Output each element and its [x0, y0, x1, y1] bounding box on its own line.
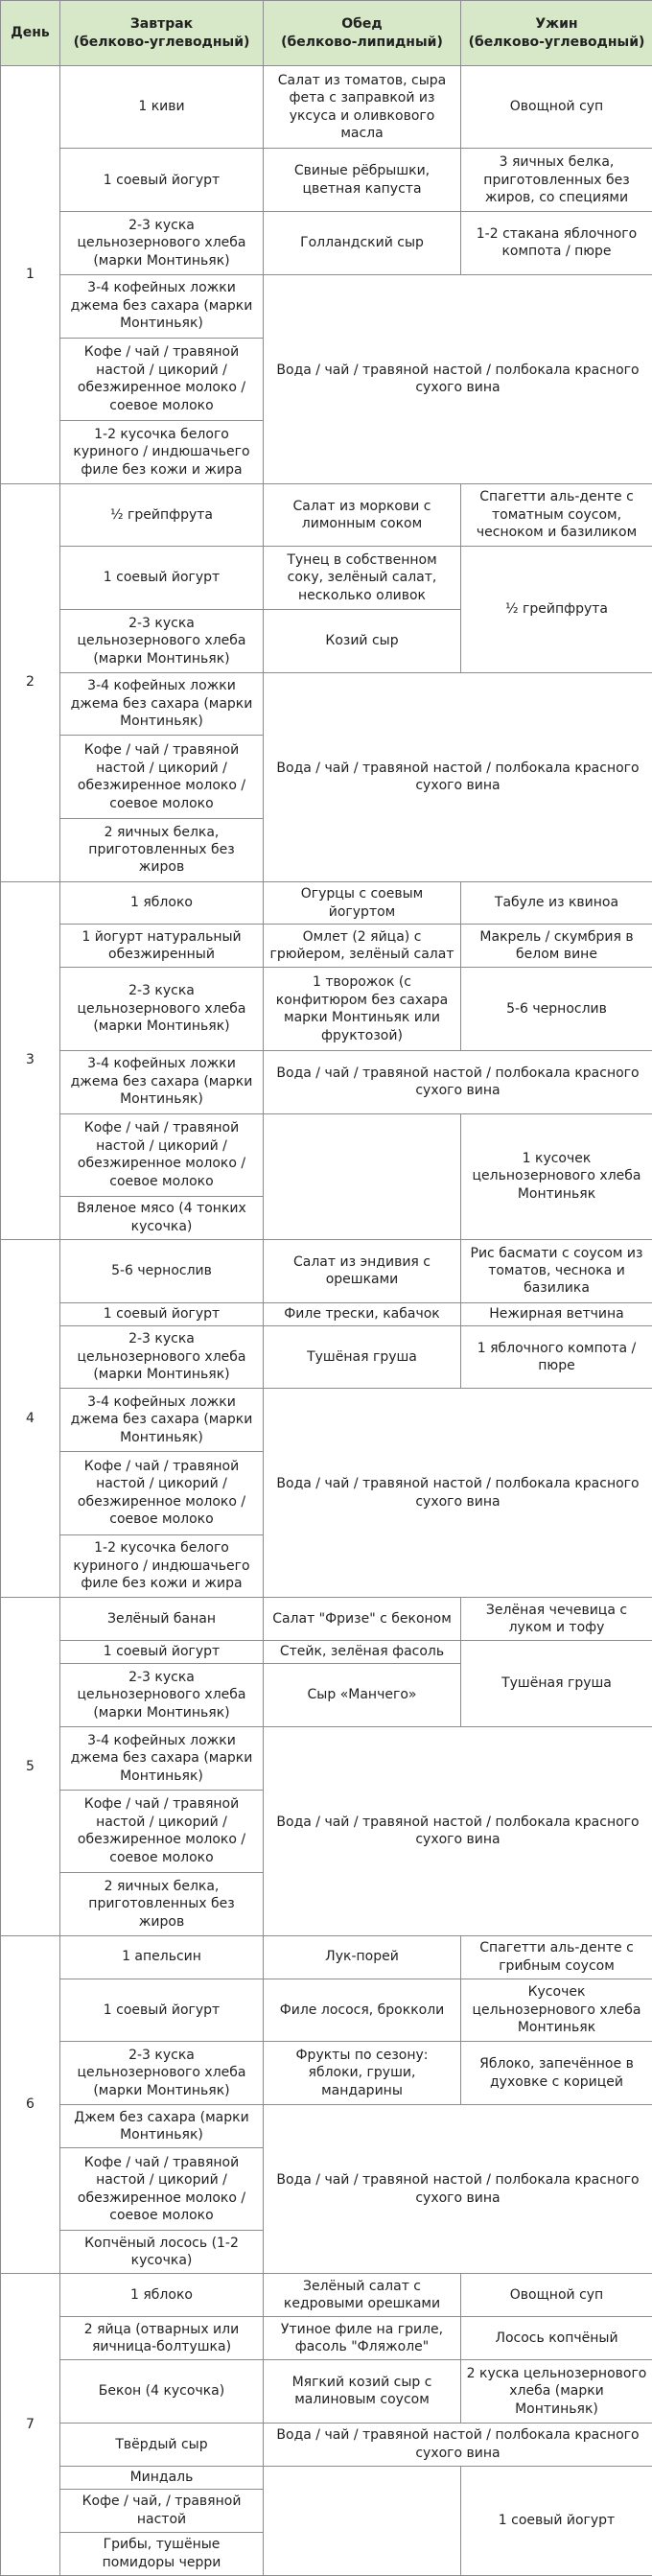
meal-cell: [461, 925, 652, 968]
cell-text: Салат "Фризе" с беконом: [272, 1610, 452, 1627]
meal-cell: [60, 1452, 264, 1534]
cell-text: Вода / чай / травяной настой / полбокала красного сухого вина: [276, 2427, 640, 2461]
meal-cell: [60, 1790, 264, 1872]
cell-text: Бекон (4 кусочка): [98, 2383, 225, 2400]
cell-text: 2-3 куска цельнозернового хлеба (марки Монтиньяк): [77, 983, 246, 1035]
cell-text: Овощной суп: [509, 2287, 604, 2304]
meal-cell: [461, 66, 652, 149]
cell-text: 1 яблоко: [130, 2287, 193, 2304]
meal-cell: [264, 2466, 461, 2575]
meal-cell: [264, 1302, 461, 1325]
table-row: [1, 149, 652, 212]
cell-text: 1 яблочного компота / пюре: [477, 1340, 637, 1374]
cell-text: Табуле из квиноа: [494, 895, 619, 911]
table-row: [1, 1598, 652, 1641]
cell-text: 2 яйца (отварных или яичница-болтушка): [83, 2321, 240, 2355]
cell-text: Овощной суп: [509, 99, 604, 115]
table-row: [1, 881, 652, 925]
table-row: [1, 1641, 652, 1664]
cell-text: 3-4 кофейных ложки джема без сахара (марки Монтиньяк): [70, 1394, 253, 1445]
meal-cell: [60, 2105, 264, 2148]
cell-text: 1 соевый йогурт: [498, 2513, 616, 2529]
meal-cell: [60, 610, 264, 673]
meal-cell: [264, 1598, 461, 1641]
cell-text: 6: [26, 2096, 35, 2113]
table-row: [1, 483, 652, 547]
meal-cell: [461, 1979, 652, 2042]
meal-cell: [60, 1598, 264, 1641]
table-row: [1, 2274, 652, 2317]
cell-text: Филе трески, кабачок: [284, 1305, 440, 1322]
cell-text: Спагетти аль-денте с грибным соусом: [479, 1940, 634, 1974]
meal-cell: [264, 483, 461, 547]
cell-text: Вода / чай / травяной настой / полбокала красного сухого вина: [276, 1814, 640, 1848]
meal-cell: [461, 1641, 652, 1727]
meal-cell: [60, 212, 264, 275]
table-row: [1, 925, 652, 968]
meal-cell: [264, 1050, 652, 1113]
cell-text: Джем без сахара (марки Монтиньяк): [74, 2109, 249, 2143]
meal-cell: [60, 736, 264, 818]
meal-cell: [264, 149, 461, 212]
cell-text: 7: [26, 2416, 35, 2432]
cell-text: 1 киви: [138, 99, 185, 115]
header-breakfast: Завтрак (белково-углеводный): [60, 1, 264, 66]
meal-cell: [60, 1050, 264, 1113]
meal-plan-body: [1, 66, 652, 2576]
meal-cell: [60, 1113, 264, 1196]
cell-text: 1 яблоко: [130, 895, 193, 911]
cell-text: 2-3 куска цельнозернового хлеба (марки Монтиньяк): [77, 217, 246, 269]
cell-text: Зелёный салат с кедровыми орешками: [283, 2278, 441, 2312]
cell-text: Салат из эндивия с орешками: [292, 1253, 431, 1288]
cell-text: 1-2 кусочка белого куриного / индюшачьего филе без кожи и жира: [73, 1540, 250, 1592]
table-row: [1, 2423, 652, 2466]
cell-text: 1 соевый йогурт: [103, 172, 221, 188]
meal-cell: [60, 2532, 264, 2575]
meal-cell: [264, 1935, 461, 1979]
meal-cell: [461, 1935, 652, 1979]
cell-text: Вода / чай / травяной настой / полбокала красного сухого вина: [276, 2172, 640, 2206]
meal-cell: [60, 1726, 264, 1790]
meal-cell: [264, 66, 461, 149]
cell-text: Вяленое мясо (4 тонких кусочка): [77, 1201, 246, 1234]
meal-cell: [60, 1664, 264, 1727]
cell-text: Вода / чай / травяной настой / полбокала красного сухого вина: [276, 760, 640, 794]
cell-text: 2-3 куска цельнозернового хлеба (марки Монтиньяк): [77, 615, 246, 667]
meal-cell: [60, 2147, 264, 2230]
cell-text: 1 апельсин: [122, 1949, 201, 1965]
cell-text: 3-4 кофейных ложки джема без сахара (марки Монтиньяк): [70, 280, 253, 332]
table-row: [1, 547, 652, 610]
cell-text: Мягкий козий сыр с малиновым соусом: [291, 2375, 432, 2408]
meal-cell: [461, 483, 652, 547]
table-row: [1, 1239, 652, 1302]
table-row: [1, 2042, 652, 2105]
table-row: [1, 2360, 652, 2424]
cell-text: 2-3 куска цельнозернового хлеба (марки Монтиньяк): [77, 1331, 246, 1383]
table-row: [1, 2317, 652, 2360]
table-row: [1, 2105, 652, 2148]
meal-cell: [461, 149, 652, 212]
cell-text: Утиное филе на гриле, фасоль "Фляжоле": [280, 2321, 444, 2355]
cell-text: Кофе / чай, / травяной настой: [82, 2494, 242, 2527]
cell-text: 5-6 чернослив: [111, 1262, 212, 1278]
meal-cell: [60, 1196, 264, 1239]
meal-cell: [461, 2317, 652, 2360]
table-row: [1, 1935, 652, 1979]
cell-text: 3-4 кофейных ложки джема без сахара (марки Монтиньяк): [70, 1056, 253, 1108]
cell-text: Кофе / чай / травяной настой / цикорий / обезжиренное молоко / соевое молоко: [77, 742, 246, 811]
cell-text: Кофе / чай / травяной настой / цикорий / обезжиренное молоко / соевое молоко: [77, 1796, 246, 1865]
table-row: [1, 1050, 652, 1113]
meal-cell: [60, 968, 264, 1050]
table-row: [1, 1979, 652, 2042]
meal-cell: [264, 274, 652, 483]
cell-text: Зелёный банан: [106, 1610, 216, 1627]
cell-text: Спагетти аль-денте с томатным соусом, чесноком и базиликом: [476, 489, 638, 541]
header-dinner: Ужин (белково-углеводный): [461, 1, 652, 66]
meal-cell: [264, 881, 461, 925]
meal-cell: [461, 1325, 652, 1389]
meal-cell: [461, 2466, 652, 2575]
cell-text: Кофе / чай / травяной настой / цикорий / обезжиренное молоко / соевое молоко: [77, 2154, 246, 2224]
meal-cell: [461, 547, 652, 672]
day-number: [1, 1239, 60, 1597]
cell-text: 1 соевый йогурт: [103, 570, 221, 586]
meal-cell: [264, 2105, 652, 2274]
table-row: [1, 968, 652, 1050]
meal-cell: [60, 1239, 264, 1302]
meal-cell: [60, 672, 264, 736]
day-number: [1, 483, 60, 881]
table-row: [1, 1113, 652, 1196]
meal-cell: [264, 212, 461, 275]
meal-cell: [461, 881, 652, 925]
meal-cell: [461, 2360, 652, 2424]
meal-cell: [60, 818, 264, 881]
meal-cell: [60, 2489, 264, 2532]
cell-text: 4: [26, 1410, 35, 1426]
meal-cell: [60, 1641, 264, 1664]
meal-cell: [60, 925, 264, 968]
table-row: [1, 1726, 652, 1790]
day-number: [1, 1935, 60, 2274]
meal-cell: [264, 547, 461, 610]
cell-text: Тушёная груша: [501, 1675, 612, 1692]
meal-cell: [60, 1389, 264, 1452]
header-row: [1, 1, 652, 66]
meal-cell: [461, 2274, 652, 2317]
cell-text: Кофе / чай / травяной настой / цикорий / обезжиренное молоко / соевое молоко: [77, 1120, 246, 1189]
meal-cell: [60, 1534, 264, 1598]
table-row: [1, 1389, 652, 1452]
cell-text: 1 соевый йогурт: [103, 2002, 221, 2018]
meal-cell: [461, 212, 652, 275]
cell-text: Тунец в собственном соку, зелёный салат, несколько оливок: [287, 551, 437, 603]
cell-text: 2 яичных белка, приготовленных без жиров: [88, 1878, 235, 1930]
cell-text: Грибы, тушёные помидоры черри: [102, 2537, 221, 2570]
day-number: [1, 881, 60, 1239]
meal-cell: [264, 2423, 652, 2466]
meal-cell: [60, 338, 264, 420]
table-row: [1, 66, 652, 149]
meal-cell: [264, 2317, 461, 2360]
cell-text: 1 соевый йогурт: [103, 1305, 221, 1322]
cell-text: 2 куска цельнозернового хлеба (марки Монтиньяк): [466, 2365, 647, 2417]
meal-cell: [264, 1325, 461, 1389]
cell-text: 1-2 кусочка белого куриного / индюшачьего филе без кожи и жира: [73, 426, 250, 478]
cell-text: Сыр «Манчего»: [307, 1687, 417, 1703]
meal-cell: [264, 1979, 461, 2042]
cell-text: Миндаль: [129, 2470, 194, 2486]
day-number: [1, 66, 60, 484]
meal-cell: [60, 420, 264, 483]
meal-cell: [60, 1325, 264, 1389]
day-number: [1, 1598, 60, 1936]
cell-text: 1 творожок (с конфитюром без сахара марки Монтиньяк или фруктозой): [275, 974, 449, 1043]
header-lunch: Обед (белково-липидный): [264, 1, 461, 66]
cell-text: Тушёная груша: [307, 1348, 417, 1365]
cell-text: Фрукты по сезону: яблоки, груши, мандарины: [295, 2048, 429, 2098]
cell-text: 1-2 стакана яблочного компота / пюре: [476, 226, 638, 260]
meal-cell: [60, 881, 264, 925]
meal-cell: [264, 1389, 652, 1598]
cell-text: Вода / чай / травяной настой / полбокала красного сухого вина: [276, 362, 640, 396]
cell-text: Яблоко, запечённое в духовке с корицей: [479, 2056, 634, 2090]
meal-cell: [461, 2042, 652, 2105]
cell-text: Салат из томатов, сыра фета с заправкой из уксуса и оливкового масла: [277, 72, 447, 142]
table-row: [1, 672, 652, 736]
cell-text: Лосось копчёный: [495, 2330, 618, 2346]
meal-cell: [60, 1302, 264, 1325]
meal-cell: [60, 274, 264, 338]
table-row: [1, 2466, 652, 2489]
meal-cell: [264, 1664, 461, 1727]
meal-cell: [60, 2274, 264, 2317]
meal-cell: [264, 1641, 461, 1664]
meal-cell: [264, 2274, 461, 2317]
table-row: [1, 1325, 652, 1389]
meal-cell: [264, 1239, 461, 1302]
meal-cell: [60, 547, 264, 610]
meal-cell: [461, 1302, 652, 1325]
cell-text: 1 кусочек цельнозернового хлеба Монтиньяк: [472, 1150, 641, 1202]
table-row: [1, 1302, 652, 1325]
cell-text: 2 яичных белка, приготовленных без жиров: [88, 824, 235, 876]
cell-text: Салат из моркови с лимонным соком: [292, 498, 431, 531]
meal-cell: [461, 968, 652, 1050]
cell-text: Копчёный лосось (1-2 кусочка): [84, 2235, 239, 2269]
meal-cell: [60, 1979, 264, 2042]
meal-cell: [264, 1113, 461, 1239]
meal-cell: [264, 610, 461, 673]
cell-text: Кофе / чай / травяной настой / цикорий / обезжиренное молоко / соевое молоко: [77, 1458, 246, 1528]
cell-text: Стейк, зелёная фасоль: [279, 1644, 445, 1660]
meal-cell: [264, 968, 461, 1050]
cell-text: Голландский сыр: [300, 235, 424, 251]
meal-cell: [461, 1239, 652, 1302]
meal-cell: [60, 2317, 264, 2360]
meal-cell: [60, 2042, 264, 2105]
meal-cell: [60, 2231, 264, 2274]
cell-text: 3-4 кофейных ложки джема без сахара (марки Монтиньяк): [70, 1732, 253, 1784]
table-row: [1, 212, 652, 275]
meal-cell: [60, 149, 264, 212]
meal-cell: [60, 1935, 264, 1979]
cell-text: Вода / чай / травяной настой / полбокала красного сухого вина: [276, 1476, 640, 1510]
meal-cell: [60, 2423, 264, 2466]
cell-text: 2-3 куска цельнозернового хлеба (марки Монтиньяк): [77, 1669, 246, 1721]
cell-text: 1: [26, 267, 35, 283]
meal-cell: [60, 2360, 264, 2424]
cell-text: Нежирная ветчина: [489, 1305, 624, 1322]
cell-text: 1 соевый йогурт: [103, 1644, 221, 1660]
cell-text: 5: [26, 1758, 35, 1774]
meal-cell: [461, 1598, 652, 1641]
table-row: [1, 274, 652, 338]
cell-text: Филе лосося, брокколи: [279, 2002, 445, 2018]
cell-text: Вода / чай / травяной настой / полбокала красного сухого вина: [276, 1065, 640, 1099]
cell-text: Зелёная чечевица с луком и тофу: [485, 1602, 628, 1636]
cell-text: 3-4 кофейных ложки джема без сахара (марки Монтиньяк): [70, 678, 253, 730]
cell-text: 2-3 куска цельнозернового хлеба (марки Монтиньяк): [77, 2048, 246, 2098]
day-number: [1, 2274, 60, 2576]
cell-text: 3 яичных белка, приготовленных без жиров, со специями: [483, 154, 630, 206]
cell-text: Макрель / скумбрия в белом вине: [479, 928, 634, 963]
meal-cell: [60, 66, 264, 149]
meal-cell: [60, 1873, 264, 1936]
cell-text: Омлет (2 яйца) с грюйером, зелёный салат: [269, 928, 454, 963]
cell-text: ½ грейпфрута: [504, 601, 608, 618]
meal-cell: [461, 1113, 652, 1239]
meal-cell: [264, 2042, 461, 2105]
cell-text: Лук-порей: [325, 1949, 399, 1965]
cell-text: Кусочек цельнозернового хлеба Монтиньяк: [472, 1984, 641, 2036]
meal-cell: [264, 1726, 652, 1935]
cell-text: Огурцы с соевым йогуртом: [300, 886, 424, 920]
cell-text: Свиные рёбрышки, цветная капуста: [293, 163, 431, 197]
meal-cell: [60, 2466, 264, 2489]
meal-cell: [264, 925, 461, 968]
cell-text: 1 йогурт натуральный обезжиренный: [82, 928, 242, 963]
meal-cell: [60, 483, 264, 547]
cell-text: 5-6 чернослив: [506, 1000, 607, 1017]
meal-cell: [264, 2360, 461, 2424]
cell-text: Рис басмати с соусом из томатов, чеснока и базилика: [470, 1245, 643, 1297]
meal-cell: [264, 672, 652, 881]
cell-text: Твёрдый сыр: [115, 2436, 208, 2452]
cell-text: ½ грейпфрута: [109, 506, 213, 523]
cell-text: 2: [26, 674, 35, 691]
header-day: День: [1, 1, 60, 66]
cell-text: Кофе / чай / травяной настой / цикорий / обезжиренное молоко / соевое молоко: [77, 344, 246, 413]
cell-text: 3: [26, 1052, 35, 1068]
cell-text: Козий сыр: [325, 633, 399, 649]
